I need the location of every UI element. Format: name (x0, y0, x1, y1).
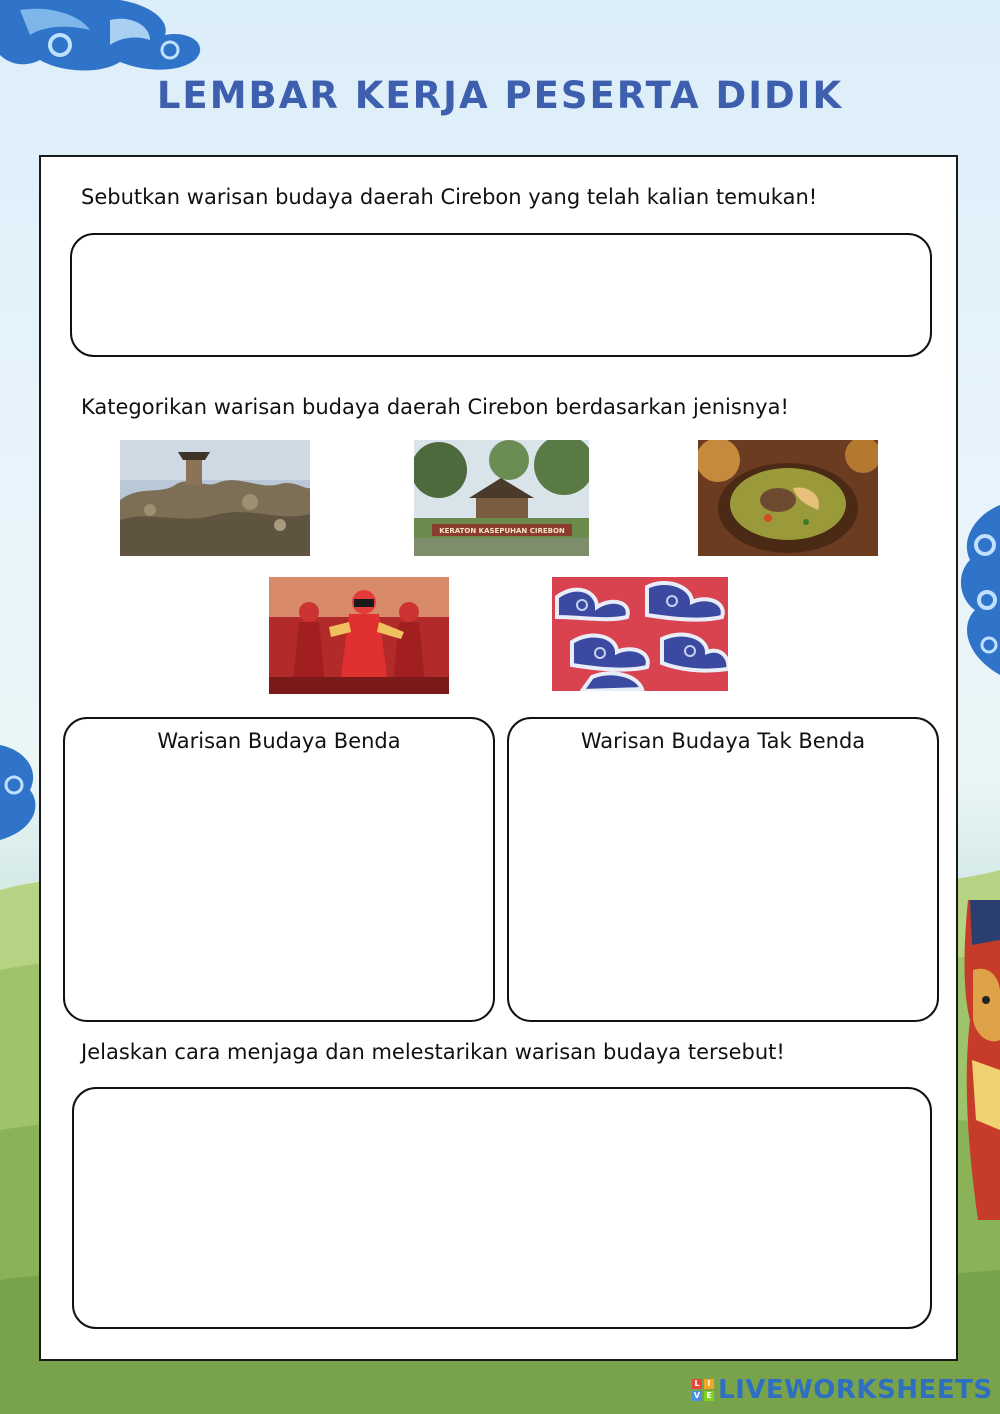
image-batik-megamendung[interactable] (552, 577, 728, 691)
image-keraton-kasepuhan[interactable] (414, 440, 589, 556)
category-label-tak-benda: Warisan Budaya Tak Benda (580, 729, 866, 753)
question-2: Kategorikan warisan budaya daerah Cirebon berdasarkan jenisnya! (81, 395, 789, 419)
question-3: Jelaskan cara menjaga dan melestarikan warisan budaya tersebut! (81, 1040, 785, 1064)
logo-grid-icon: L I V E (692, 1379, 714, 1401)
image-gua-sunyaragi[interactable] (120, 440, 310, 556)
image-empal-gentong[interactable] (698, 440, 878, 556)
category-label-benda: Warisan Budaya Benda (157, 729, 401, 753)
logo-text: LIVEWORKSHEETS (718, 1375, 993, 1405)
question-1: Sebutkan warisan budaya daerah Cirebon yang telah kalian temukan! (81, 185, 818, 209)
answer-box-1[interactable] (70, 233, 932, 357)
megamendung-cloud-right (955, 505, 1000, 675)
page-title: LEMBAR KERJA PESERTA DIDIK (156, 74, 844, 117)
worksheet-panel (39, 155, 958, 1361)
mask-dancer-figure (958, 900, 1000, 1220)
drop-box-warisan-tak-benda[interactable] (507, 717, 939, 1022)
image-tari-topeng[interactable] (269, 577, 449, 694)
keraton-sign-text: KERATON KASEPUHAN CIREBON (439, 527, 565, 535)
liveworksheets-logo[interactable] (692, 1374, 993, 1406)
drop-box-warisan-benda[interactable] (63, 717, 495, 1022)
megamendung-cloud-left (0, 745, 40, 840)
megamendung-cloud-top-left (0, 0, 210, 75)
answer-box-3[interactable] (72, 1087, 932, 1329)
